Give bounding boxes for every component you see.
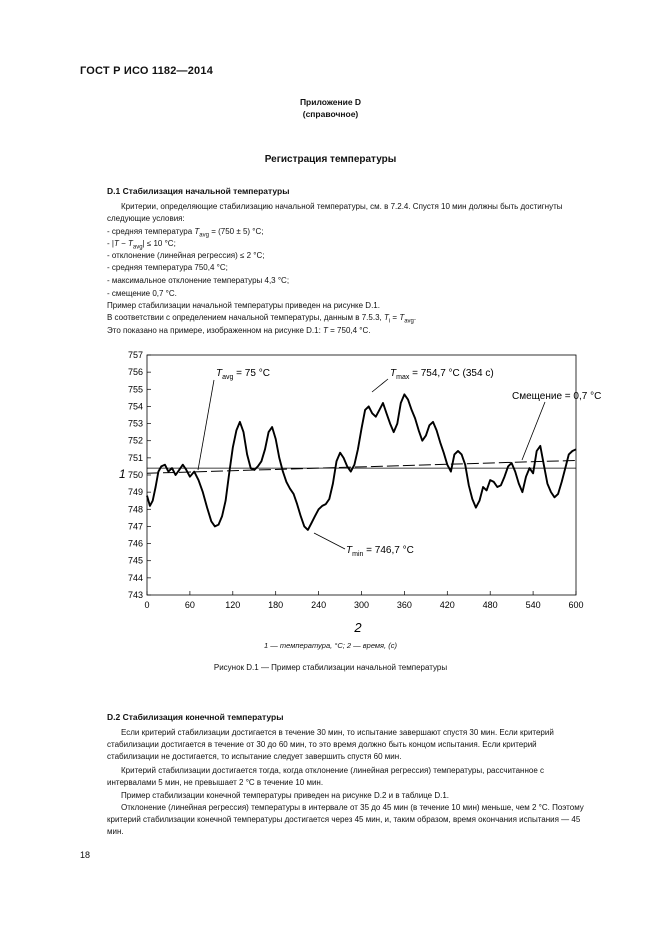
d1-item-4: - средняя температура 750,4 °C;: [107, 263, 228, 272]
figure-legend: 1 — температура, °С; 2 — время, (с): [264, 641, 397, 650]
d1-item-6: - смещение 0,7 °C.: [107, 289, 177, 298]
y-tick-label: 755: [127, 384, 143, 395]
d1-example-3: Это показано на примере, изображенном на рисунке D.1: T = 750,4 °C.: [107, 326, 371, 335]
y-tick-label: 751: [127, 452, 143, 463]
x-tick-label: 420: [439, 600, 455, 610]
x-tick-label: 60: [184, 600, 195, 610]
d1-item-3: - отклонение (линейная регрессия) ≤ 2 °C;: [107, 251, 265, 260]
tmax-leader: [372, 379, 388, 392]
appendix-subtitle: (справочное): [302, 109, 359, 119]
y-tick-label: 746: [127, 538, 143, 549]
d2-paragraph-1: Если критерий стабилизации достигается в течение 30 мин, то испытание завершают спустя 30 мин. Если критерий стабилизации достигается в течение от 30 до 60 мин, то это время должно быть концом испытания. Если критерий стабилизации не достигается, то испытание следует завершить спустя 60 мин.: [107, 728, 554, 762]
x-tick-label: 540: [525, 600, 541, 610]
d1-intro: Критерии, определяющие стабилизацию начальной температуры, см. в 7.2.4. Спустя 10 мин должны быть достигнуты следующие условия:: [107, 202, 563, 224]
tmin-annotation: $T_{min} = 746,7$ °C: [346, 545, 414, 558]
figure-caption: Рисунок D.1 — Пример стабилизации начальной температуры: [213, 663, 448, 672]
x-tick-label: 600: [568, 600, 584, 610]
temperature-series: [147, 394, 576, 530]
d1-heading: D.1 Стабилизация начальной температуры: [107, 186, 290, 196]
y-tick-label: 745: [127, 555, 143, 566]
tmin-leader: [314, 533, 345, 549]
x-axis-ticks: [144, 591, 583, 610]
y-tick-label: 749: [127, 487, 143, 498]
x-tick-label: 120: [225, 600, 241, 610]
section-title: Регистрация температуры: [264, 154, 397, 165]
x-tick-label: 0: [144, 600, 150, 610]
appendix-title: Приложение D: [299, 97, 362, 107]
y-tick-label: 748: [127, 504, 143, 515]
tmax-annotation: $T_{max} = 754,7$ °C (354 c): [390, 368, 494, 381]
d1-item-5: - максимальное отклонение температуры 4,3 °C;: [107, 276, 290, 285]
page-number: 18: [80, 850, 91, 860]
document-title: ГОСТ Р ИСО 1182—2014: [80, 65, 214, 77]
y-axis-label: 1: [119, 467, 126, 481]
x-tick-label: 240: [311, 600, 327, 610]
y-tick-label: 750: [127, 470, 143, 480]
d2-heading: D.2 Стабилизация конечной температуры: [107, 712, 284, 722]
offset-annotation: Смещение = 0,7 °С: [512, 391, 602, 402]
y-tick-label: 757: [127, 350, 143, 360]
d2-paragraph-3: Пример стабилизации конечной температуры приведен на рисунке D.2 и в таблице D.1.: [121, 791, 450, 800]
d2-paragraph-2: Критерий стабилизации достигается тогда, когда отклонение (линейная регрессия) температуры, рассчитанное с интервалами 5 мин, не превышает 2 °C в течение 10 мин.: [107, 766, 544, 788]
d1-example-2: В соответствии с определением начальной температуры, данным в 7.5.3, $T_i = T_{avg}$.: [107, 313, 417, 325]
x-tick-label: 300: [353, 600, 370, 610]
y-axis-ticks: [128, 350, 151, 600]
y-tick-label: 752: [127, 435, 143, 446]
d1-example-1: Пример стабилизации начальной температуры приведен на рисунке D.1.: [107, 301, 380, 310]
y-tick-label: 743: [127, 590, 143, 600]
x-tick-label: 180: [268, 600, 284, 610]
y-tick-label: 744: [127, 572, 143, 583]
tavg-leader: [198, 380, 214, 470]
d2-paragraph-4: Отклонение (линейная регрессия) температуры в интервале от 35 до 45 мин (в течение 10 мин) меньше, чем 2 °C. Поэтому критерий стабилизации конечной температуры достигается через 45 мин, и, таким образом, время окончания испытания — 45 мин.: [107, 803, 584, 837]
y-tick-label: 756: [127, 367, 143, 378]
x-axis-label: 2: [354, 620, 362, 635]
x-tick-label: 480: [482, 600, 498, 610]
d1-item-1: - средняя температура $T_{avg} = (750 \pm 5)$ °C;: [107, 227, 264, 239]
temperature-chart: [0, 340, 661, 640]
y-tick-label: 747: [127, 521, 143, 532]
d1-item-2: - $|T - T_{avg}| \le 10$ °C;: [107, 239, 176, 251]
y-tick-label: 753: [127, 418, 143, 429]
tavg-annotation: $T_{avg} = 75$ °C: [216, 368, 270, 381]
x-tick-label: 360: [396, 600, 412, 610]
y-tick-label: 754: [127, 401, 143, 412]
